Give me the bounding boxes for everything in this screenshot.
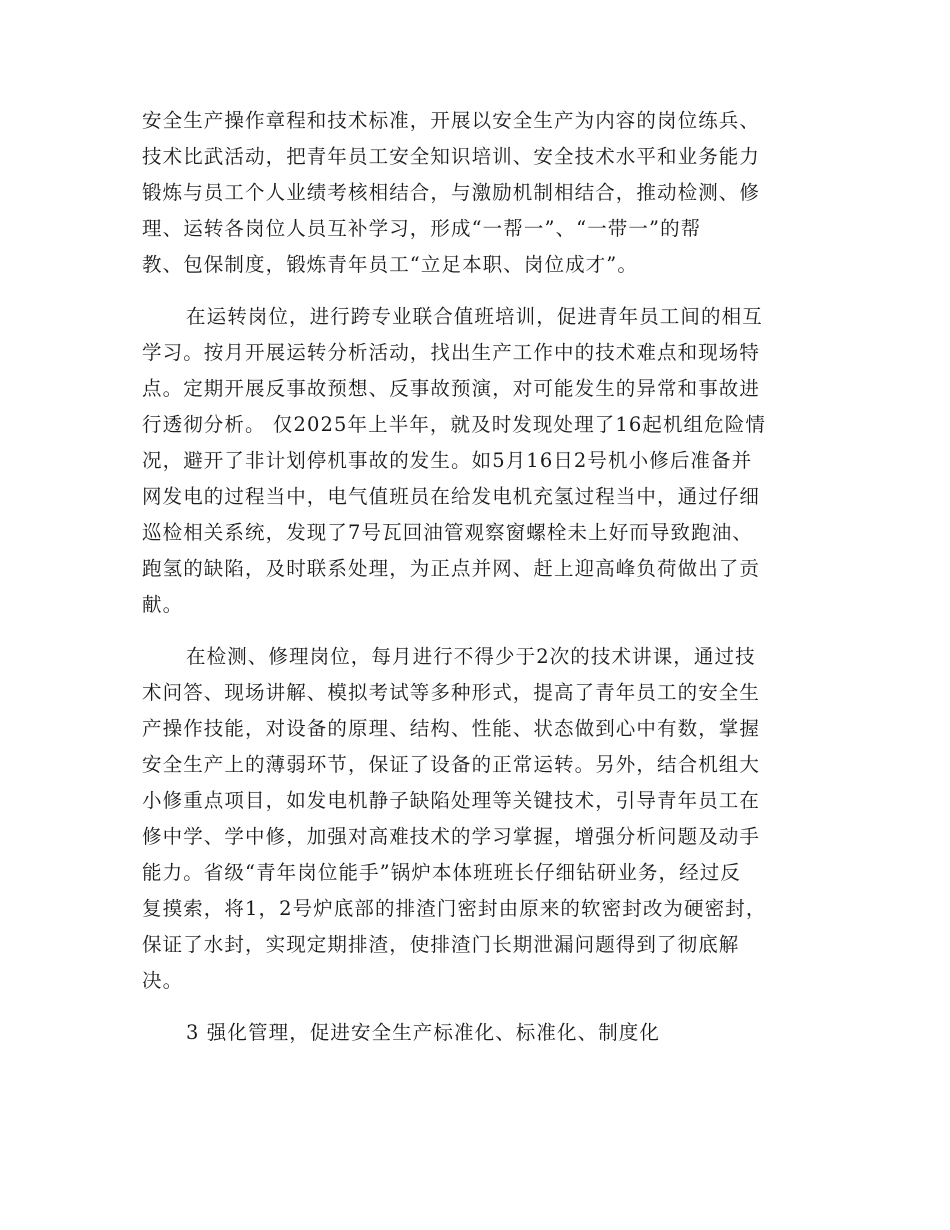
text-line: 技术比武活动，把青年员工安全知识培训、安全技术水平和业务能力 (142, 145, 761, 168)
text-line: 术问答、现场讲解、模拟考试等多种形式，提高了青年员工的安全生 (142, 681, 761, 704)
text-line: 教、包保制度，锻炼青年员工“立足本职、岗位成才”。 (142, 253, 638, 276)
text-line: 锻炼与员工个人业绩考核相结合，与激励机制相结合，推动检测、修 (142, 181, 761, 204)
text-line: 保证了水封，实现定期排渣，使排渣门长期泄漏问题得到了彻底解 (142, 933, 740, 956)
text-line: 点。定期开展反事故预想、反事故预演，对可能发生的异常和事故进 (142, 377, 761, 400)
text-line: 况，避开了非计划停机事故的发生。如5月16日2号机小修后准备并 (142, 449, 753, 472)
text-line: 安全生产操作章程和技术标准，开展以安全生产为内容的岗位练兵、 (142, 109, 761, 132)
text-line: 行透彻分析。 仅2025年上半年，就及时发现处理了16起机组危险情 (142, 413, 766, 436)
text-line: 学习。按月开展运转分析活动，找出生产工作中的技术难点和现场特 (142, 341, 761, 364)
section-heading-block (142, 1015, 802, 1051)
text-line: 跑氢的缺陷，及时联系处理，为正点并网、赶上迎高峰负荷做出了贡 (142, 557, 761, 580)
text-line: 能力。省级“青年岗位能手”锅炉本体班班长仔细钻研业务，经过反 (142, 861, 741, 884)
paragraph-1 (142, 103, 802, 283)
paragraph-gap (142, 623, 802, 639)
text-line: 复摸索，将1，2号炉底部的排渣门密封由原来的软密封改为硬密封， (142, 897, 767, 920)
paragraph-gap (142, 283, 802, 299)
text-line: 安全生产上的薄弱环节，保证了设备的正常运转。另外，结合机组大 (142, 753, 761, 776)
text-line: 产操作技能，对设备的原理、结构、性能、状态做到心中有数，掌握 (142, 717, 761, 740)
paragraph-3 (142, 639, 802, 999)
text-line: 修中学、学中修，加强对高难技术的学习掌握，增强分析问题及动手 (142, 825, 761, 848)
text-line: 小修重点项目，如发电机静子缺陷处理等关键技术，引导青年员工在 (142, 789, 761, 812)
text-line: 献。 (142, 593, 184, 616)
document-page (142, 103, 802, 1051)
text-line: 在检测、修理岗位，每月进行不得少于2次的技术讲课，通过技 (186, 645, 756, 668)
section-heading: 3 强化管理，促进安全生产标准化、标准化、制度化 (186, 1021, 661, 1044)
text-line: 理、运转各岗位人员互补学习，形成“一帮一”、“一带一”的帮 (142, 217, 702, 240)
text-line: 在运转岗位，进行跨专业联合值班培训，促进青年员工间的相互 (186, 305, 763, 328)
text-line: 巡检相关系统，发现了7号瓦回油管观察窗螺栓未上好而导致跑油、 (142, 521, 753, 544)
paragraph-2 (142, 299, 802, 623)
text-line: 决。 (142, 969, 184, 992)
paragraph-gap (142, 999, 802, 1015)
text-line: 网发电的过程当中，电气值班员在给发电机充氢过程当中，通过仔细 (142, 485, 761, 508)
